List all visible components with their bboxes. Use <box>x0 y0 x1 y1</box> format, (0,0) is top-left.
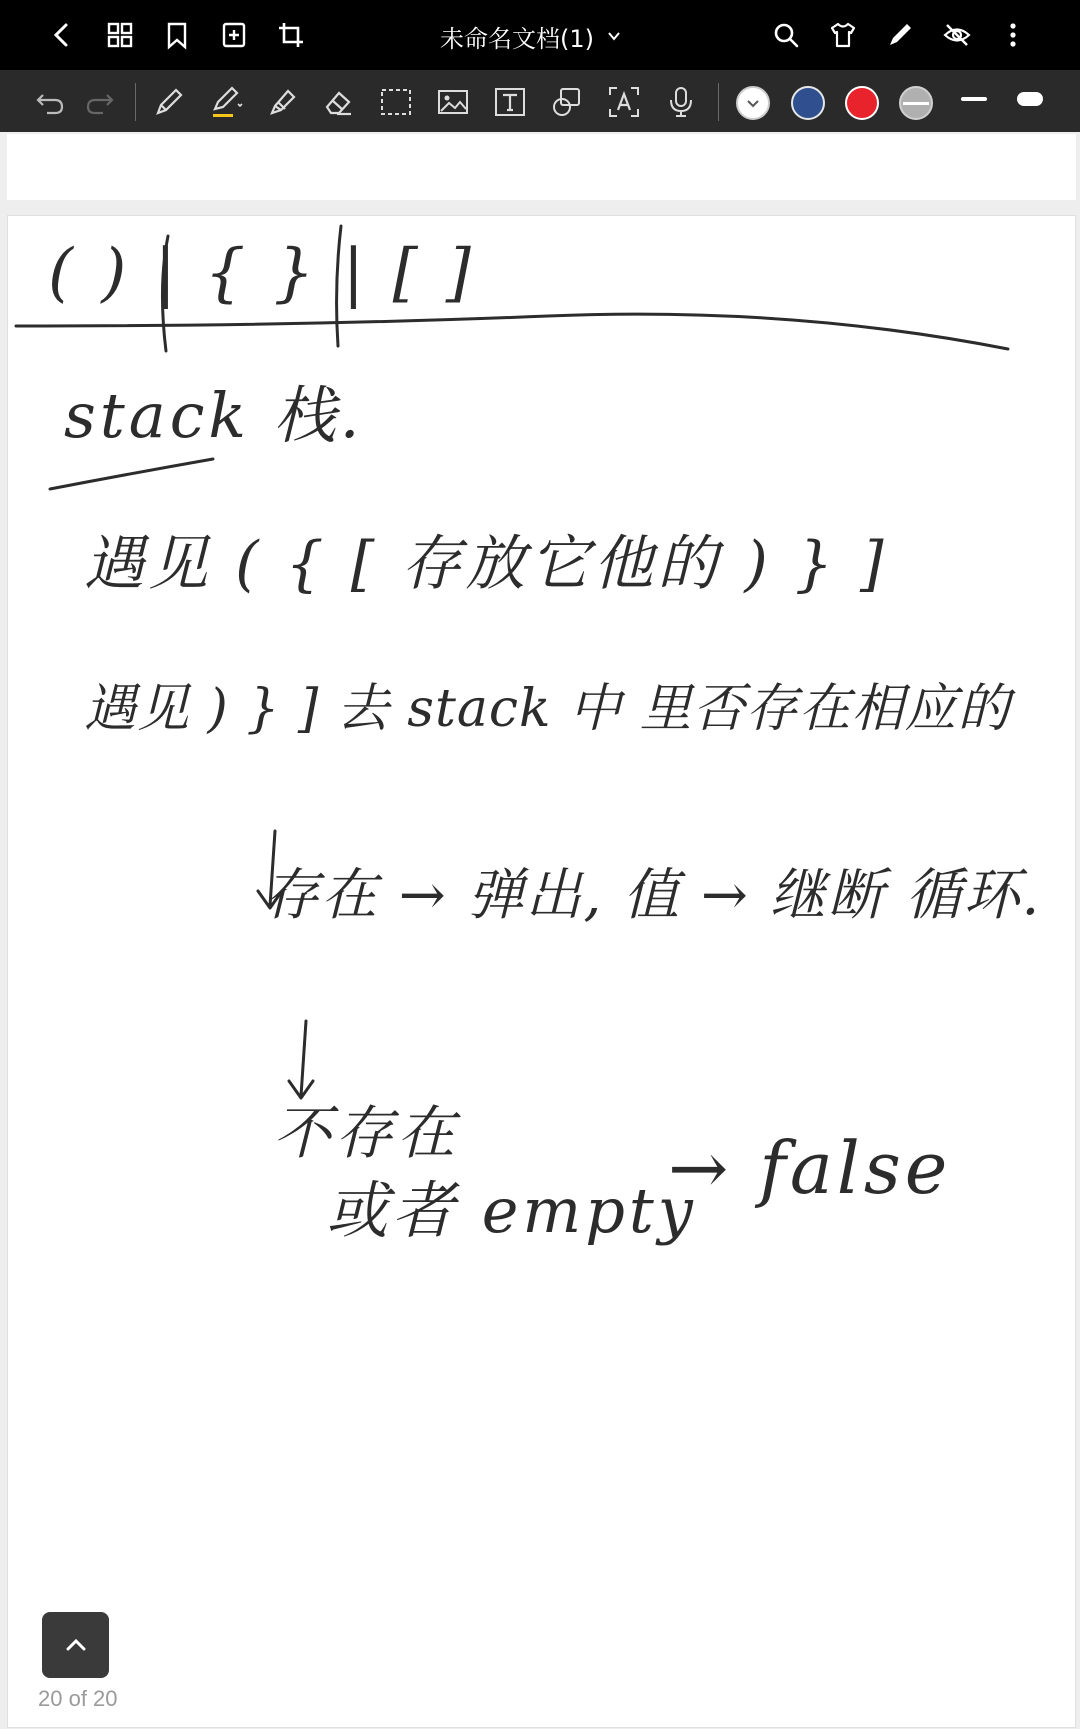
note-line-push: 遇见 ( { [ 存放它他的 ) } ] <box>84 529 888 599</box>
note-line-check: 遇见 ) } ] 去 stack 中 里否存在相应的 <box>84 679 1011 739</box>
back-icon[interactable] <box>42 15 82 55</box>
note-line-stack: stack 栈. <box>64 379 364 452</box>
selected-indicator <box>903 102 929 105</box>
crop-icon[interactable] <box>271 15 311 55</box>
top-app-bar <box>0 0 1080 70</box>
image-icon[interactable] <box>433 82 473 122</box>
more-icon[interactable] <box>993 15 1033 55</box>
color-swatch-white[interactable] <box>736 86 770 120</box>
scroll-to-top-button[interactable] <box>42 1612 109 1678</box>
page-indicator: 20 of 20 <box>38 1686 118 1711</box>
color-swatch-gray[interactable] <box>899 86 933 120</box>
note-line-pop: 存在 → 弹出, 值 → 继断 循环. <box>263 863 1042 928</box>
stroke-size-thin[interactable] <box>961 97 987 101</box>
pen-icon[interactable] <box>880 15 920 55</box>
eraser-icon[interactable] <box>318 82 358 122</box>
eye-off-icon[interactable] <box>937 15 977 55</box>
grid-icon[interactable] <box>100 15 140 55</box>
shape-icon[interactable] <box>547 82 587 122</box>
document-title[interactable] <box>440 18 680 54</box>
previous-page-preview <box>7 134 1076 200</box>
add-page-icon[interactable] <box>214 15 254 55</box>
note-page[interactable] <box>7 215 1076 1728</box>
chevron-down-icon <box>606 28 622 44</box>
color-swatch-blue[interactable] <box>791 86 825 120</box>
note-line-not-exist: 不存在 <box>273 1099 460 1167</box>
check-icon <box>745 95 761 111</box>
note-line-brackets: ( ) | { } | [ ] <box>48 236 475 310</box>
ocr-icon[interactable] <box>604 82 644 122</box>
ink-underline <box>50 459 213 489</box>
redo-icon[interactable] <box>80 82 120 122</box>
microphone-icon[interactable] <box>661 82 701 122</box>
bookmark-icon[interactable] <box>157 15 197 55</box>
color-swatch-red[interactable] <box>845 86 879 120</box>
toolbar-divider <box>135 83 136 121</box>
stroke-size-thick[interactable] <box>1017 92 1043 106</box>
shirt-icon[interactable] <box>823 15 863 55</box>
text-icon[interactable] <box>490 82 530 122</box>
pencil-icon[interactable] <box>149 82 189 122</box>
highlighter-pen-icon[interactable] <box>207 82 247 122</box>
note-line-empty: 或者 empty <box>326 1174 697 1247</box>
undo-icon[interactable] <box>30 82 70 122</box>
marker-icon[interactable] <box>262 82 302 122</box>
chevron-up-icon <box>62 1631 90 1659</box>
document-title-text: 未命名文档(1) <box>440 24 594 53</box>
lasso-select-icon[interactable] <box>376 82 416 122</box>
search-icon[interactable] <box>766 15 806 55</box>
toolbar-divider <box>718 83 719 121</box>
note-line-false: → false <box>668 1126 952 1210</box>
